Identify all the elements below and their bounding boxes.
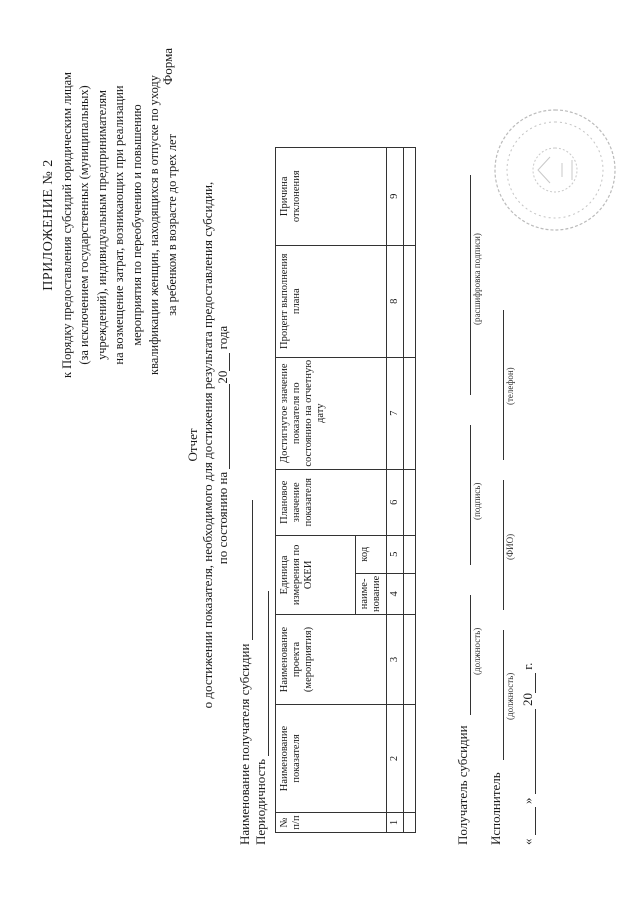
date-day-blank [535,807,536,835]
th-unit-code: код [356,535,387,573]
table-cell [404,573,416,614]
report-subtitle: о достижении показателя, необходимого для достижения результата предоставления субсидии, [200,181,215,709]
indicator-table [275,135,416,833]
caption-position: (должность) [505,672,515,720]
col-number: 5 [387,535,404,573]
date-year: 20 [520,693,535,706]
table-number-row [387,135,404,832]
table-cell [404,357,416,469]
stamp-icon [490,105,620,235]
periodicity-blank [268,591,269,756]
appendix-line: квалификации женщин, находящихся в отпуске по уходу [147,75,161,375]
form-label: Форма [160,48,175,85]
date-month-blank [535,709,536,794]
as-of-prefix: по состоянию на [215,471,230,565]
as-of-blank [229,384,230,469]
table-cell [404,245,416,357]
table-cell [404,813,416,833]
sign-line [503,310,504,460]
th-percent: Процент выполнения плана [276,245,387,357]
caption-fio: (ФИО) [505,533,515,560]
th-planned: Плановое значение показателя [276,469,387,535]
sign-line [470,425,471,565]
table-cell [404,147,416,245]
report-title: Отчет [185,428,200,462]
as-of-suffix: года [215,325,230,350]
appendix-line: к Порядку предоставления субсидий юридическим лицам [59,72,74,378]
th-reason: Причина отклонения [276,147,387,245]
table-cell [404,615,416,705]
col-number: 1 [387,813,404,833]
sign-line [503,630,504,760]
col-number: 3 [387,615,404,705]
col-number: 4 [387,573,404,614]
date-close: » [520,797,535,804]
th-unit-name: наиме-нование [356,573,387,614]
date-open: « [520,838,535,845]
col-number: 8 [387,245,404,357]
col-number: 2 [387,705,404,813]
date-year-blank [535,673,536,693]
report-date-line [215,165,230,725]
table-cell [404,535,416,573]
table-row [404,135,416,832]
sign-line [470,595,471,715]
appendix-line: (за исключением государственных (муниципальных) [77,85,91,365]
periodicity-line [253,591,269,845]
recipient-label: Наименование получателя субсидии [237,643,252,845]
sign-line [503,480,504,610]
appendix-heading: ПРИЛОЖЕНИЕ № 2 [41,159,56,291]
appendix-line: мероприятия по переобучению и повышению [129,104,144,346]
table-cell [404,469,416,535]
col-number: 9 [387,147,404,245]
th-achieved: Достигнутое значение показателя по состоянию на отчетную дату [276,357,387,469]
periodicity-label: Периодичность [253,758,268,845]
caption-decoding: (расшифровка подписи) [472,233,482,325]
appendix-line: за ребенком в возрасте до трех лет [164,134,179,316]
caption-position: (должность) [472,627,482,675]
caption-signature: (подпись) [472,482,482,520]
date-line [520,663,536,845]
table-header-row [276,135,356,832]
table-cell [404,705,416,813]
th-project: Наименование проекта (мероприятия) [276,615,387,705]
as-of-year-blank [229,353,230,371]
table-margin [276,135,416,147]
th-no: № п/п [276,813,387,833]
appendix-line: на возмещение затрат, возникающих при реализации [112,85,126,365]
caption-phone: (телефон) [505,367,515,405]
th-indicator: Наименование показателя [276,705,387,813]
report-header [185,165,230,725]
recipient-sign-label: Получатель субсидии [455,725,470,845]
th-unit: Единица измерения по ОКЕИ [276,535,356,614]
col-number: 7 [387,357,404,469]
date-suffix: г. [520,662,535,670]
executor-label: Исполнитель [488,772,503,845]
sign-line [470,175,471,395]
appendix-line: учреждений), индивидуальным предпринимателям [94,90,109,360]
col-number: 6 [387,469,404,535]
recipient-line [237,500,253,845]
as-of-year: 20 [215,370,230,384]
